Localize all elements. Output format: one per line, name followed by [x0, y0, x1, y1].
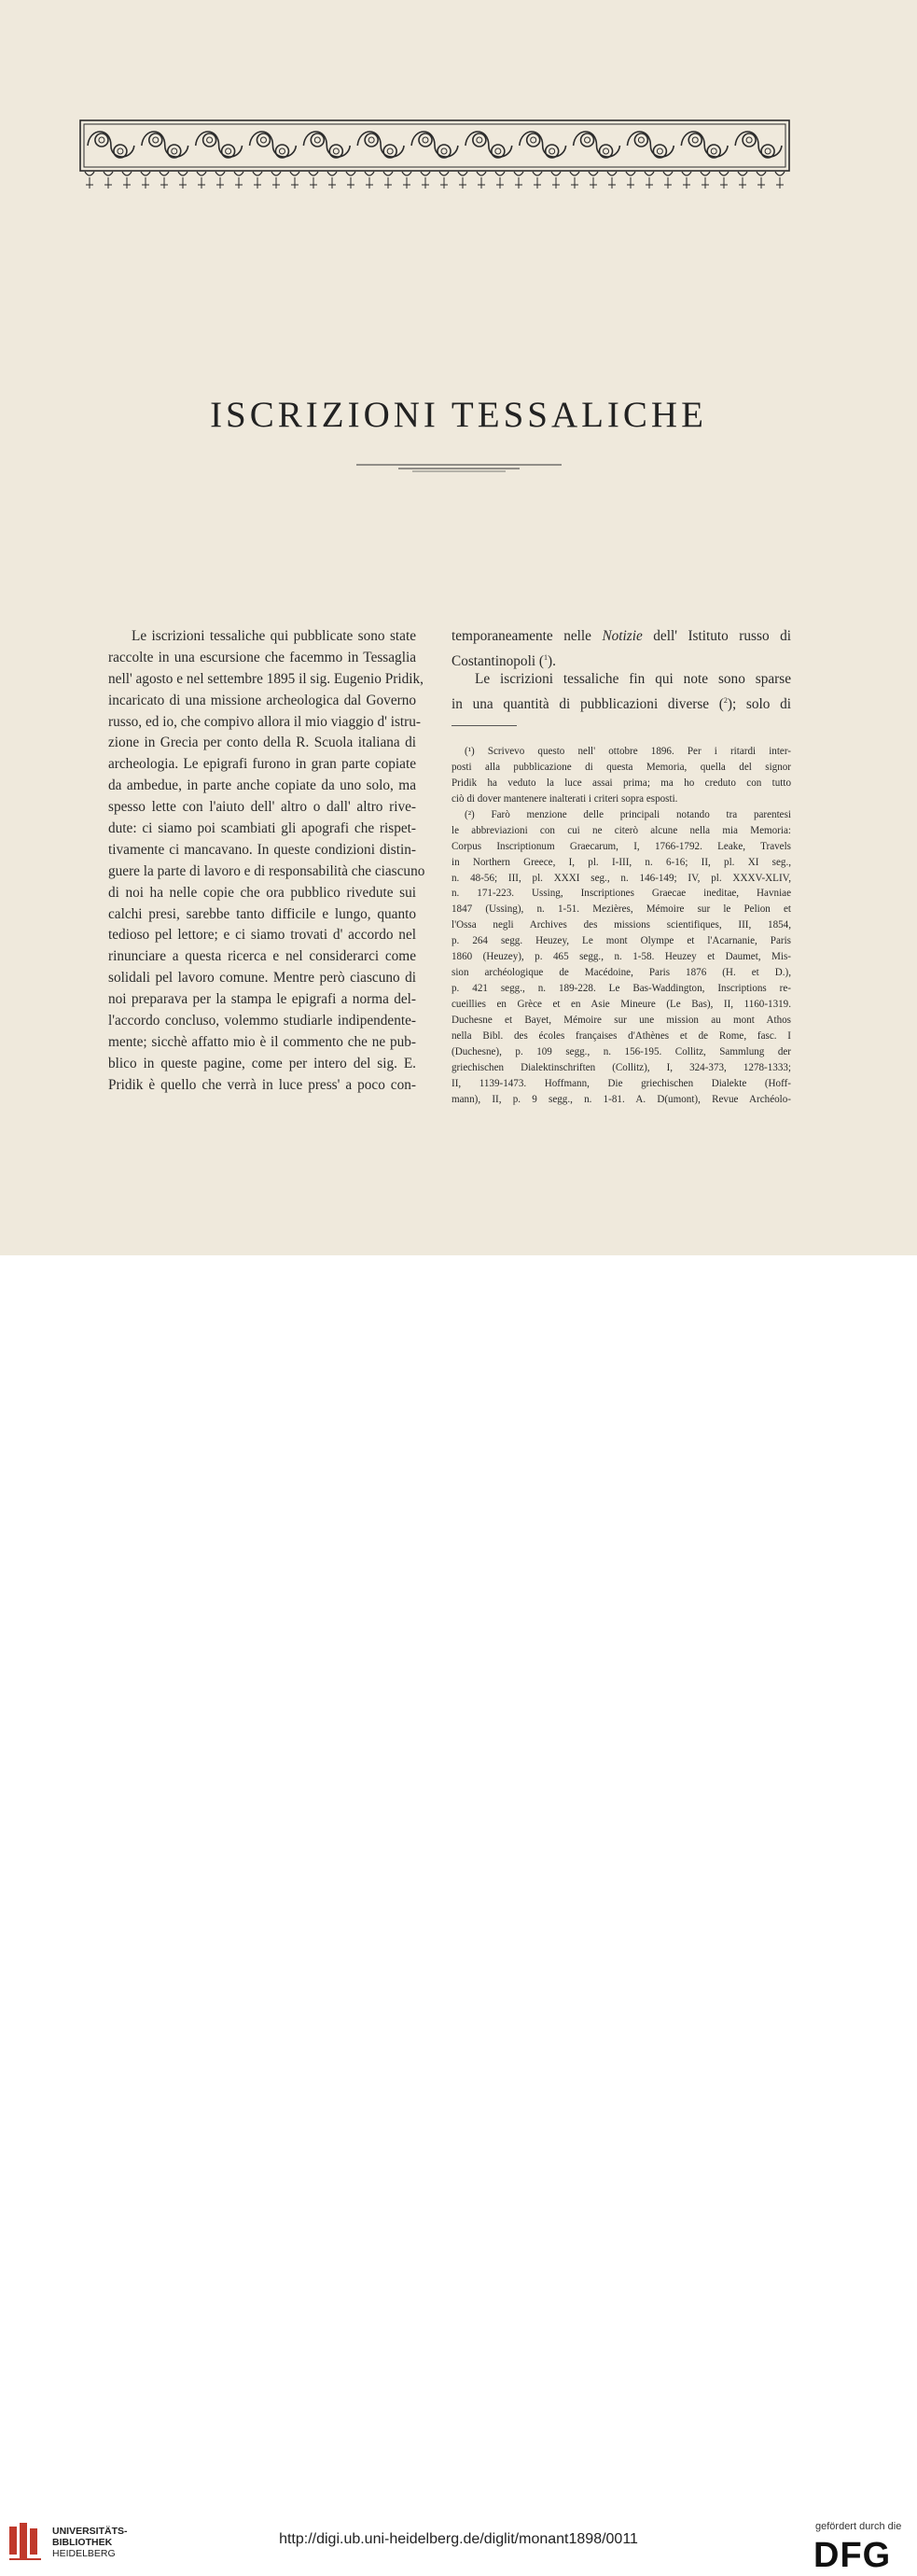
footnote-line: Corpus Inscriptionum Graecarum, I, 1766-1792. Leake, Travels [452, 840, 791, 852]
body-line: incaricato di una missione archeologica dal Governo [108, 692, 416, 708]
footnote-line: posti alla pubblicazione di questa Memoria, quella del signor [452, 761, 791, 773]
body-line: l'accordo concluso, volemmo studiarle indipendente- [108, 1013, 416, 1029]
body-line: temporaneamente nelle Notizie dell' Istituto russo di [452, 628, 791, 644]
body-line: tedioso pel lettore; e ci siamo trovati d' accordo nel [108, 927, 416, 944]
body-line: tivamente ci mancavano. In queste condizioni distin- [108, 841, 416, 858]
footnote-line: n. 171-223. Ussing, Inscriptiones Graecae ineditae, Havniae [452, 888, 791, 900]
body-line: in una quantità di pubblicazioni diverse ($^2$); solo di [452, 695, 791, 712]
body-line: da ambedue, in parte anche copiate da uno solo, ma [108, 777, 416, 794]
footnote-line: (¹) Scrivevo questo nell' ottobre 1896. Per i ritardi inter- [465, 746, 791, 757]
body-line: raccolte in una escursione che facemmo in Tessaglia [108, 649, 416, 665]
body-line: archeologia. Le epigrafi furono in gran parte copiate [108, 756, 416, 773]
footnote-line: p. 264 segg. Heuzey, Le mont Olympe et l'Acarnanie, Paris [452, 935, 791, 947]
footnotes [452, 744, 791, 1108]
footer-bar [0, 1255, 917, 2575]
footnote-line: l'Ossa negli Archives des missions scientifiques, III, 1854, [452, 919, 791, 931]
footnote-line: griechischen Dialektinschriften (Collitz), I, 324-373, 1278-1333; [452, 1061, 791, 1073]
footnote-line: nella Bibl. des écoles françaises d'Athènes et de Rome, fasc. I [452, 1029, 791, 1042]
scanned-page [0, 0, 917, 1255]
footnote-line: in Northern Greece, I, pl. I-III, n. 6-16; II, pl. XI seg., [452, 856, 791, 868]
footnote-line: (²) Farò menzione delle principali notando tra parentesi [465, 808, 791, 820]
footnote-line: ciò di dover mantenere inalterati i criteri sopra esposti. [452, 792, 678, 805]
footnote-line: p. 421 segg., n. 189-228. Le Bas-Waddington, Inscriptions re- [452, 983, 791, 995]
footnote-line: sion archéologique de Macédoine, Paris 1876 (H. et D.), [452, 967, 791, 979]
footnote-line: n. 48-56; III, pl. XXXI seg., n. 146-149; IV, pl. XXXV-XLIV, [452, 872, 791, 884]
library-name: UNIVERSITÄTS- BIBLIOTHEK HEIDELBERG [52, 2526, 128, 2559]
body-line: guere la parte di lavoro e di responsabilità che ciascuno [108, 862, 425, 879]
body-line: spesso lette con l'aiuto dell' altro o dall' altro rive- [108, 799, 416, 816]
body-line: Costantinopoli ($^1$). [452, 652, 556, 669]
body-line: nell' agosto e nel settembre 1895 il sig. Eugenio Pridik, [108, 670, 424, 687]
body-line: Le iscrizioni tessaliche fin qui note sono sparse [475, 670, 791, 687]
title-divider [356, 461, 562, 474]
body-line: blico in queste pagine, come per intero del sig. E. [108, 1055, 416, 1071]
footnote-separator [452, 725, 517, 726]
footnote-line: (Duchesne), p. 109 segg., n. 156-195. Collitz, Sammlung der [452, 1045, 791, 1057]
body-line: calchi presi, sarebbe tanto difficile e lungo, quanto [108, 905, 416, 922]
footnote-line: mann), II, p. 9 segg., n. 1-81. A. D(umont), Revue Archéolo- [452, 1093, 791, 1105]
dfg-logo: DFG [813, 2536, 892, 2575]
body-line: dute: ci siamo poi scambiati gli apografi che rispet- [108, 820, 416, 837]
body-line: noi preparava per la stampa le epigrafi a norma del- [108, 991, 416, 1008]
footnote-line: II, 1139-1473. Hoffmann, Die griechischen Dialekte (Hoff- [452, 1077, 791, 1089]
body-line: russo, ed io, che compivo allora il mio viaggio d' istru- [108, 713, 421, 730]
left-column [108, 626, 425, 1097]
footnote-line: 1860 (Heuzey), p. 465 segg., n. 1-58. Heuzey et Daumet, Mis- [452, 951, 791, 963]
body-line: solidali pel lavoro comune. Mentre però ciascuno di [108, 970, 416, 987]
body-line: Pridik è quello che verrà in luce press' a poco con- [108, 1076, 416, 1093]
body-line: zione in Grecia per conto della R. Scuola italiana di [108, 735, 416, 751]
decorative-header-ornament [79, 119, 790, 196]
body-line: Le iscrizioni tessaliche qui pubblicate sono state [132, 628, 416, 644]
footnote-line: 1847 (Ussing), n. 1-51. Mezières, Mémoire sur le Pelion et [452, 903, 791, 916]
footnote-line: Duchesne et Bayet, Mémoire sur une mission au mont Athos [452, 1014, 791, 1026]
footnote-line: le abbreviazioni con cui ne citerò alcune nella mia Memoria: [452, 824, 791, 836]
right-column [452, 626, 791, 712]
footnote-line: Pridik ha veduto la luce assai prima; ma ho creduto con tutto [452, 777, 791, 789]
source-url-link[interactable]: http://digi.ub.uni-heidelberg.de/diglit/monant1898/0011 [279, 2531, 638, 2547]
footnote-line: cueillies en Grèce et en Asie Mineure (Le Bas), II, 1160-1319. [452, 999, 791, 1010]
funded-by-label: gefördert durch die [815, 2521, 902, 2532]
body-line: rinunciare a questa ricerca e nel considerarci come [108, 948, 416, 965]
body-line: mente; sicchè affatto mio è il commento che ne pub- [108, 1033, 416, 1050]
body-line: di noi ha nelle copie che ora pubblico rivedute sui [108, 884, 416, 901]
page-title: ISCRIZIONI TESSALICHE [210, 395, 707, 435]
